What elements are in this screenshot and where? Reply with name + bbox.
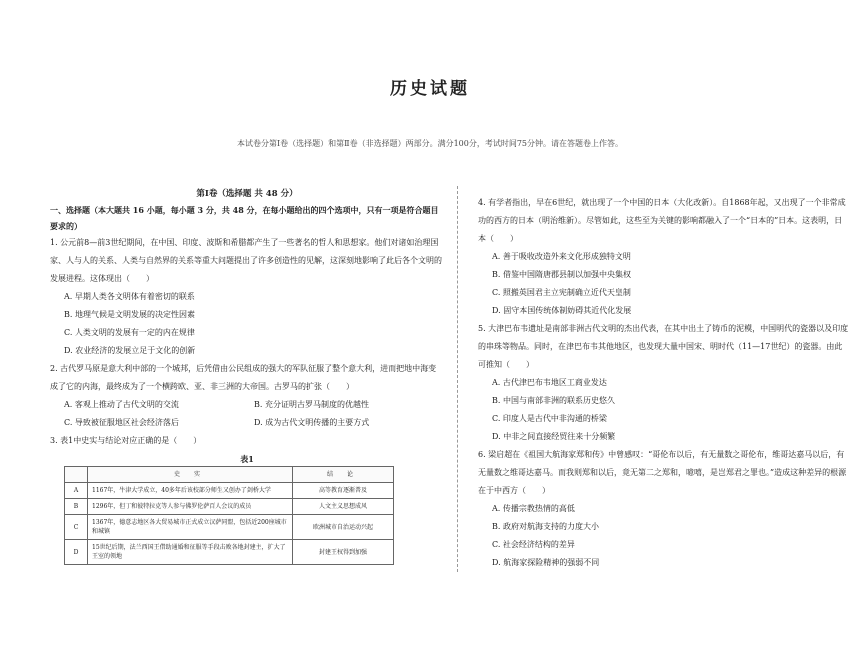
option-d: D. 中非之间直接经贸往来十分频繁 xyxy=(492,432,616,441)
question-4 xyxy=(478,194,850,320)
table-row xyxy=(65,540,394,565)
fact-conclusion-table xyxy=(64,466,394,565)
question-stem: 6. 梁启超在《祖国大航海家郑和传》中曾感叹：“哥伦布以后，有无量数之哥伦布，维哥达嘉马以后，有无量数之维哥达嘉马。而我则郑和以后，竟无第二之郑和，噫嘻，是岂郑君之罪也。”造成这种差异的根源在于中西方（ ） xyxy=(478,450,847,495)
option-d: D. 航海家探险精神的强弱不同 xyxy=(492,558,600,567)
row-conclusion: 封建王权得到加强 xyxy=(293,540,394,565)
option-b: B. 借鉴中国隋唐郡县制以加强中央集权 xyxy=(492,270,631,279)
option-a: A. 善于吸收改造外来文化形成独特文明 xyxy=(492,252,631,261)
option-b: B. 政府对航海支持的力度大小 xyxy=(492,522,599,531)
option-c: C. 社会经济结构的差异 xyxy=(492,540,575,549)
option-a: A. 传播宗教热情的高低 xyxy=(492,504,575,513)
option-d: D. 固守本国传统体制妨碍其近代化发展 xyxy=(492,306,632,315)
table-row xyxy=(65,483,394,499)
table-caption: 表1 xyxy=(240,454,254,464)
question-3 xyxy=(50,432,444,565)
page-title: 历史试题 xyxy=(390,79,470,99)
row-conclusion: 欧洲城市自治运动兴起 xyxy=(293,515,394,540)
question-stem: 5. 大津巴布韦遗址是南部非洲古代文明的杰出代表，在其中出土了铸币的泥模，中国明代的瓷器以及印度的串珠等物品。同时，在津巴布韦其他地区，也发现大量中国宋、明时代（11—17世纪）的瓷器。由此可推知（ ） xyxy=(478,324,849,369)
option-a: A. 古代津巴布韦地区工商业发达 xyxy=(492,378,607,387)
row-fact: 1167年，牛津大学成立，40多年后该校部分师生又创办了剑桥大学 xyxy=(88,483,293,499)
option-c: C. 印度人是古代中非沟通的桥梁 xyxy=(492,414,607,423)
option-b: B. 中国与南部非洲的联系历史悠久 xyxy=(492,396,615,405)
option-a: A. 客观上推动了古代文明的交流 xyxy=(64,400,179,409)
table-header-conclusion: 结 论 xyxy=(293,467,394,483)
column-divider xyxy=(457,186,459,572)
table-header-blank xyxy=(65,467,88,483)
table-header-fact: 史 实 xyxy=(88,467,293,483)
option-c: C. 照搬英国君主立宪制确立近代天皇制 xyxy=(492,288,631,297)
option-b: B. 充分证明古罗马制度的优越性 xyxy=(254,400,369,409)
option-a: A. 早期人类各文明体有着密切的联系 xyxy=(64,292,195,301)
exam-instructions: 本试卷分第Ⅰ卷（选择题）和第Ⅱ卷（非选择题）两部分。满分100分，考试时间75分钟。请在答题卷上作答。 xyxy=(236,139,624,148)
row-label: C xyxy=(65,515,88,540)
row-label: B xyxy=(65,499,88,515)
option-d: D. 农业经济的发展立足于文化的创新 xyxy=(64,346,196,355)
row-conclusion: 高等教育逐渐普及 xyxy=(293,483,394,499)
row-fact: 1296年，但丁和彼特拉克等人参与佛罗伦萨百人会议的成员 xyxy=(88,499,293,515)
table-row xyxy=(65,515,394,540)
question-stem: 4. 有学者指出，早在6世纪，就出现了一个中国的日本（大化改新）。自1868年起，又出现了一个非常成功的西方的日本（明治维新）。尽管如此，这些至为关键的影响都融入了一个“日本的”日本。这表明，日本（ ） xyxy=(478,198,846,243)
option-d: D. 成为古代文明传播的主要方式 xyxy=(254,418,370,427)
row-fact: 15世纪后期，法兰西国王借助通婚和征服等手段击败各地封建主，扩大了王室的领地 xyxy=(88,540,293,565)
question-1 xyxy=(50,234,444,360)
option-c: C. 导致被征服地区社会经济落后 xyxy=(64,418,179,427)
table-row xyxy=(65,499,394,515)
left-column xyxy=(50,186,444,565)
question-stem: 2. 古代罗马原是意大利中部的一个城邦，后凭借由公民组成的强大的军队征服了整个意大利，进而把地中海变成了它的内海，最终成为了一个横跨欧、亚、非三洲的大帝国。古罗马的扩张（ ） xyxy=(50,364,437,391)
section-instruction: 一、选择题（本大题共 16 小题，每小题 3 分，共 48 分，在每小题给出的四个选项中，只有一项是符合题目要求的） xyxy=(50,205,439,231)
option-c: C. 人类文明的发展有一定的内在规律 xyxy=(64,328,195,337)
question-stem: 3. 表1中史实与结论对应正确的是（ ） xyxy=(50,436,202,445)
row-label: A xyxy=(65,483,88,499)
question-2 xyxy=(50,360,444,432)
row-fact: 1367年，德意志地区各大贸易城市正式成立汉萨同盟，包括近200座城市和城镇 xyxy=(88,515,293,540)
option-b: B. 地理气候是文明发展的决定性因素 xyxy=(64,310,195,319)
row-conclusion: 人文主义思想成风 xyxy=(293,499,394,515)
row-label: D xyxy=(65,540,88,565)
question-6 xyxy=(478,446,850,572)
right-column xyxy=(478,194,850,572)
question-5 xyxy=(478,320,850,446)
section-title: 第Ⅰ卷（选择题 共 48 分） xyxy=(196,189,298,199)
question-stem: 1. 公元前8—前3世纪期间，在中国、印度、波斯和希腊都产生了一些著名的哲人和思想家。他们对诸如治理国家、人与人的关系、人类与自然界的关系等重大问题提出了许多创造性的见解，这深刻地影响了此后各个文明的发展进程。这体现出（ ） xyxy=(50,238,442,283)
